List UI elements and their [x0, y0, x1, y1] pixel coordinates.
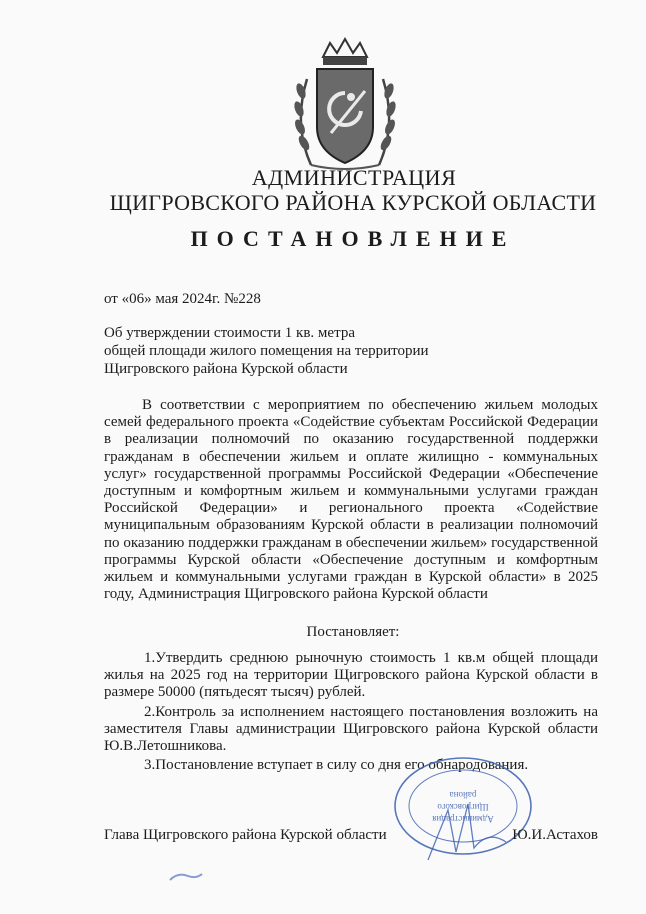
- subject-line: Щигровского района Курской области: [104, 361, 348, 377]
- document-subject: [104, 324, 429, 378]
- signatory-title: Глава Щигровского района Курской области: [104, 827, 387, 843]
- decree-item-1: 1.Утвердить среднюю рыночную стоимость 1 кв.м общей площади жилья на 2025 год на территории Щигровского района Курской области в размере 50000 (пятьдесят тысяч) рублей.: [104, 650, 598, 701]
- organization-name-line2: ЩИГРОВСКОГО РАЙОНА КУРСКОЙ ОБЛАСТИ: [109, 190, 597, 215]
- svg-text:Администрация: Администрация: [432, 814, 494, 824]
- decree-item-3: 3.Постановление вступает в силу со дня его обнародования.: [144, 757, 529, 773]
- signatory-name: Ю.И.Астахов: [512, 827, 598, 843]
- svg-text:Щигровского: Щигровского: [437, 802, 489, 812]
- ink-smudge: [168, 868, 204, 886]
- subject-line: общей площади жилого помещения на территории: [104, 343, 429, 359]
- organization-name-line1: АДМИНИСТРАЦИЯ: [251, 165, 457, 190]
- date-and-number: от «06» мая 2024г. №228: [104, 291, 261, 307]
- preamble-paragraph: В соответствии с мероприятием по обеспечению жильем молодых семей федерального проекта «Содействие субъектам Российской Федерации в реализации полномочий по оказанию государственной поддержки гражданам в обеспечении жильем и оплате жилищно - коммунальных услуг» государственной программы Российской Федерации «Обеспечение доступным и комфортным жильем и коммунальными услугами граждан Российской Федерации» и регионального проекта «Содействие муниципальным образованиям Курской области в реализации полномочий по оказанию поддержки гражданам в обеспечении жильем» государственной программы Курской области «Обеспечение доступным и комфортным жильем и коммунальными услугами граждан в Курской области» в 2025 году, Администрация Щигровского района Курской области: [104, 397, 598, 603]
- subject-line: Об утверждении стоимости 1 кв. метра: [104, 325, 355, 341]
- coat-of-arms-emblem: [285, 35, 405, 175]
- decree-heading: Постановляет:: [306, 624, 400, 640]
- document-type-title: ПОСТАНОВЛЕНИЕ: [190, 226, 516, 251]
- handwritten-signature: [408, 790, 528, 870]
- decree-item-2: 2.Контроль за исполнением настоящего постановления возложить на заместителя Главы администрации Щигровского района Курской области Ю.В.Летошникова.: [104, 704, 598, 755]
- svg-text:района: района: [449, 790, 477, 800]
